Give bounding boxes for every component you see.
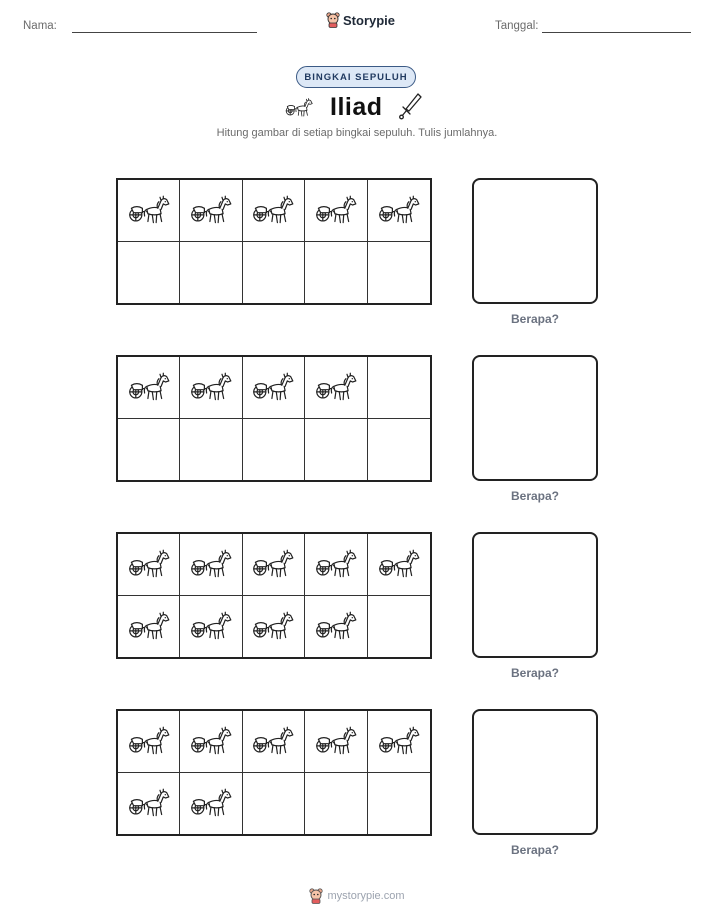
frame-cell [118, 357, 180, 419]
ten-frame-1 [116, 178, 432, 305]
horse-chariot-icon [127, 725, 171, 758]
horse-chariot-icon [314, 725, 358, 758]
frame-cell [305, 534, 367, 596]
frame-cell [368, 419, 430, 481]
storypie-bear-logo-icon [309, 888, 323, 904]
horse-chariot-icon [189, 194, 233, 227]
frame-cell [368, 357, 430, 419]
storypie-bear-logo-icon [326, 12, 340, 28]
horse-chariot-icon [377, 548, 421, 581]
brand-logo [326, 12, 395, 28]
frame-cell [305, 180, 367, 242]
frame-cell [305, 419, 367, 481]
horse-chariot-icon [251, 194, 295, 227]
horse-chariot-icon [189, 610, 233, 643]
horse-chariot-icon [189, 371, 233, 404]
frame-cell [118, 534, 180, 596]
frame-cell [243, 180, 305, 242]
horse-chariot-icon [314, 371, 358, 404]
frame-cell [368, 596, 430, 658]
frame-cell [368, 773, 430, 835]
frame-cell [305, 711, 367, 773]
frame-cell [118, 242, 180, 304]
instructions: Hitung gambar di setiap bingkai sepuluh. Tulis jumlahnya. [216, 127, 498, 139]
frame-cell [243, 773, 305, 835]
horse-chariot-icon [127, 194, 171, 227]
worksheet-type-badge: BINGKAI SEPULUH [296, 66, 416, 88]
horse-chariot-icon [127, 371, 171, 404]
horse-chariot-icon [314, 610, 358, 643]
frame-cell [180, 180, 242, 242]
horse-chariot-icon [251, 548, 295, 581]
frame-cell [305, 242, 367, 304]
answer-box-3[interactable] [472, 532, 598, 658]
frame-cell [180, 773, 242, 835]
horse-chariot-icon [314, 548, 358, 581]
worksheet-title: Iliad [330, 93, 383, 121]
horse-chariot-icon [189, 725, 233, 758]
frame-cell [305, 357, 367, 419]
horse-chariot-icon [284, 97, 314, 119]
frame-cell [243, 357, 305, 419]
frame-cell [305, 773, 367, 835]
frame-cell [368, 242, 430, 304]
ten-frame-2 [116, 355, 432, 482]
frame-cell [180, 357, 242, 419]
answer-prompt-4: Berapa? [510, 843, 560, 857]
answer-prompt-2: Berapa? [510, 489, 560, 503]
footer-site: mystorypie.com [327, 890, 405, 902]
horse-chariot-icon [189, 787, 233, 820]
horse-chariot-icon [127, 610, 171, 643]
horse-chariot-icon [127, 548, 171, 581]
horse-chariot-icon [127, 787, 171, 820]
frame-cell [243, 242, 305, 304]
frame-cell [180, 242, 242, 304]
horse-chariot-icon [377, 725, 421, 758]
ten-frame-4 [116, 709, 432, 836]
frame-cell [243, 419, 305, 481]
answer-box-4[interactable] [472, 709, 598, 835]
footer [0, 888, 714, 904]
name-line[interactable] [72, 32, 257, 33]
frame-cell [180, 596, 242, 658]
frame-cell [243, 711, 305, 773]
frame-cell [368, 711, 430, 773]
frame-cell [243, 534, 305, 596]
frame-cell [118, 419, 180, 481]
frame-cell [118, 180, 180, 242]
ten-frame-3 [116, 532, 432, 659]
horse-chariot-icon [251, 725, 295, 758]
horse-chariot-icon [251, 610, 295, 643]
answer-box-1[interactable] [472, 178, 598, 304]
answer-prompt-1: Berapa? [510, 312, 560, 326]
frame-cell [243, 596, 305, 658]
date-label: Tanggal: [495, 20, 539, 32]
date-line[interactable] [542, 32, 691, 33]
name-label: Nama: [23, 20, 57, 32]
horse-chariot-icon [377, 194, 421, 227]
horse-chariot-icon [251, 371, 295, 404]
frame-cell [305, 596, 367, 658]
frame-cell [368, 534, 430, 596]
answer-box-2[interactable] [472, 355, 598, 481]
brand-name: Storypie [343, 12, 396, 28]
frame-cell [180, 711, 242, 773]
frame-cell [118, 711, 180, 773]
horse-chariot-icon [189, 548, 233, 581]
frame-cell [368, 180, 430, 242]
frame-cell [180, 419, 242, 481]
answer-prompt-3: Berapa? [510, 666, 560, 680]
frame-cell [118, 773, 180, 835]
frame-cell [180, 534, 242, 596]
frame-cell [118, 596, 180, 658]
sword-icon [398, 92, 424, 124]
horse-chariot-icon [314, 194, 358, 227]
